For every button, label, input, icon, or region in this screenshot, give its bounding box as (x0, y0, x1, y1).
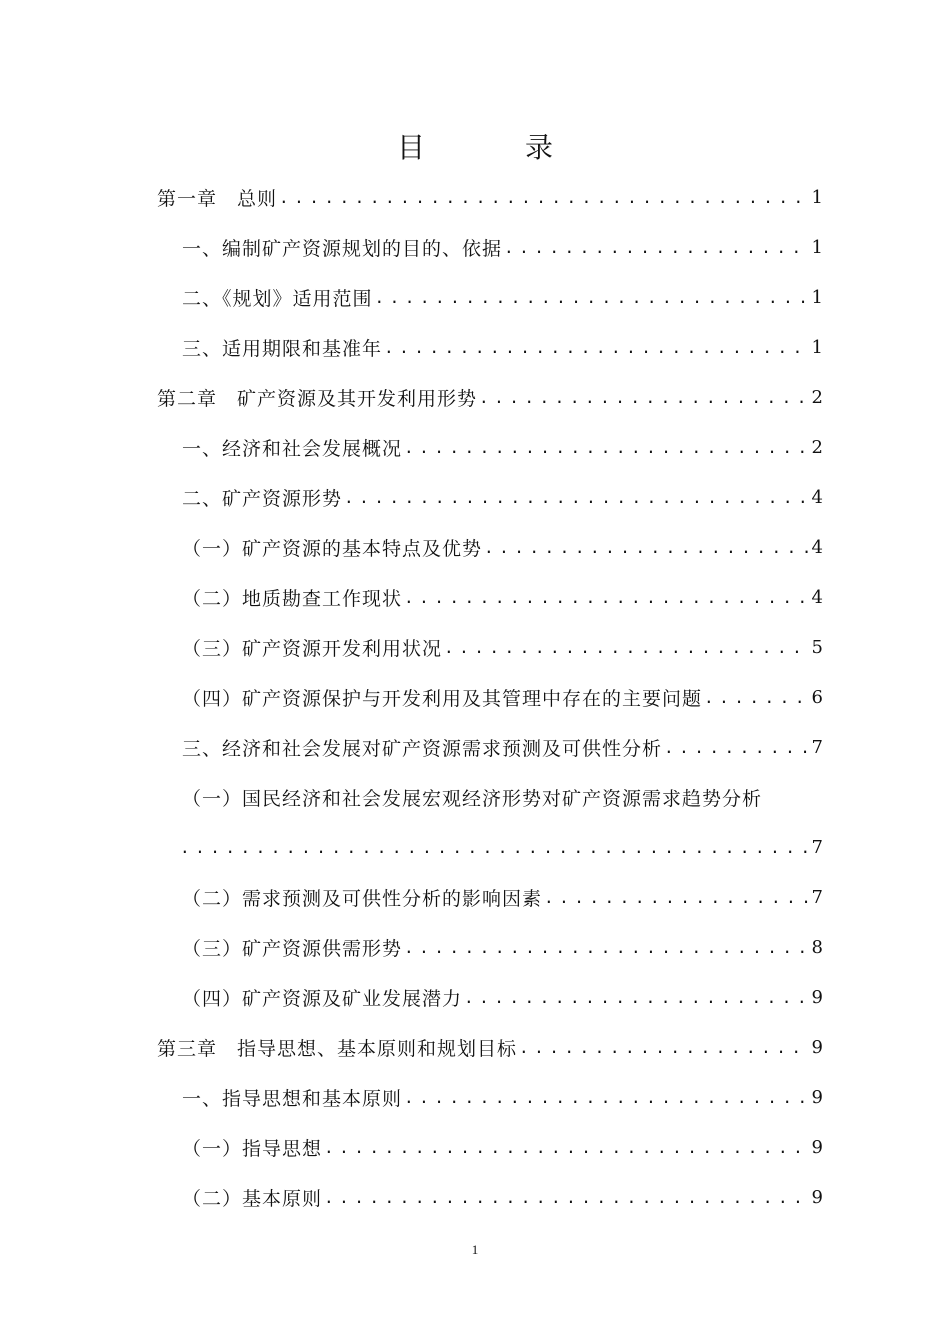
toc-entry-page: 9 (811, 1036, 823, 1058)
dot-leader (519, 1038, 810, 1057)
dot-leader (375, 288, 810, 307)
toc-title: 目 录 (396, 131, 589, 164)
dot-leader (384, 338, 810, 357)
dot-leader (404, 1088, 810, 1107)
toc-entry-page: 4 (811, 586, 823, 608)
toc-entry-subsection[interactable] (182, 922, 823, 972)
toc-entry-section[interactable] (182, 272, 823, 322)
toc-entry-label: 一、指导思想和基本原则 (182, 1087, 403, 1110)
toc-entry-chapter[interactable] (157, 172, 823, 222)
toc-entry-page: 1 (811, 286, 823, 308)
toc-entry-label: 三、适用期限和基准年 (182, 337, 383, 360)
toc-entry-label: （四）矿产资源保护与开发利用及其管理中存在的主要问题 (182, 687, 703, 710)
toc-entry-page: 4 (811, 486, 823, 508)
toc-entry-section[interactable] (182, 1072, 823, 1122)
toc-entry-chapter[interactable] (157, 1022, 823, 1072)
toc-entry-page: 9 (811, 1136, 823, 1158)
toc-entry-page: 6 (811, 686, 823, 708)
toc-entry-label: （一）指导思想 (182, 1137, 323, 1160)
page-number: 1 (471, 1242, 479, 1257)
toc-entry-page: 7 (811, 886, 823, 908)
toc-entry-page: 1 (811, 186, 823, 208)
dot-leader (279, 188, 810, 207)
toc-entry-label: 第三章 指导思想、基本原则和规划目标 (157, 1037, 518, 1060)
toc-entry-label: （二）基本原则 (182, 1187, 323, 1210)
toc-entry-page: 1 (811, 336, 823, 358)
dot-leader (464, 988, 810, 1007)
toc-entry-page: 2 (811, 436, 823, 458)
toc-entry-subsection[interactable] (182, 522, 823, 572)
dot-leader (479, 388, 810, 407)
dot-leader (664, 738, 810, 757)
toc-entry-subsection[interactable] (182, 1122, 823, 1172)
toc-entry-label: 第二章 矿产资源及其开发利用形势 (157, 387, 478, 410)
toc-entry-page: 2 (811, 386, 823, 408)
toc-entry-section[interactable] (182, 722, 823, 772)
toc-entry-label: （二）需求预测及可供性分析的影响因素 (182, 887, 543, 910)
dot-leader (404, 588, 810, 607)
toc-entry-page: 9 (811, 1086, 823, 1108)
toc-entry-page: 9 (811, 986, 823, 1008)
dot-leader (324, 1138, 810, 1157)
toc-entry-subsection[interactable] (182, 572, 823, 622)
toc-entry-page: 1 (811, 236, 823, 258)
toc-entry-chapter[interactable] (157, 372, 823, 422)
toc-entry-continuation[interactable] (180, 822, 823, 872)
toc-entry-label: （三）矿产资源开发利用状况 (182, 637, 443, 660)
toc-entry-page: 7 (811, 836, 823, 858)
toc-entry-section[interactable] (182, 422, 823, 472)
toc-entry-label: （一）国民经济和社会发展宏观经济形势对矿产资源需求趋势分析 (182, 787, 763, 810)
toc-entry-label: 二、矿产资源形势 (182, 487, 343, 510)
toc-entry-subsection[interactable] (182, 872, 823, 922)
dot-leader (404, 938, 810, 957)
toc-entry-label: 二、《规划》适用范围 (182, 287, 373, 310)
dot-leader (444, 638, 810, 657)
toc-entry-label: 三、经济和社会发展对矿产资源需求预测及可供性分析 (182, 737, 663, 760)
toc-entry-section[interactable] (182, 222, 823, 272)
dot-leader (404, 438, 810, 457)
dot-leader (344, 488, 810, 507)
toc-entry-label: （三）矿产资源供需形势 (182, 937, 403, 960)
toc-entry-section[interactable] (182, 322, 823, 372)
toc-entry-section[interactable] (182, 472, 823, 522)
toc-entry-label: （二）地质勘查工作现状 (182, 587, 403, 610)
toc-entry-page: 9 (811, 1186, 823, 1208)
toc-entry-page: 5 (811, 636, 823, 658)
toc-entry-label: 一、经济和社会发展概况 (182, 437, 403, 460)
dot-leader (504, 238, 810, 257)
toc-entry-label: 一、编制矿产资源规划的目的、依据 (182, 237, 503, 260)
toc-entry-label: 第一章 总则 (157, 187, 278, 210)
dot-leader (180, 838, 808, 857)
toc-entry-label: （四）矿产资源及矿业发展潜力 (182, 987, 463, 1010)
dot-leader (544, 888, 810, 907)
toc-entry-subsection[interactable] (182, 772, 842, 822)
toc-entry-page: 4 (811, 536, 823, 558)
dot-leader (484, 538, 810, 557)
toc-entry-label: （一）矿产资源的基本特点及优势 (182, 537, 483, 560)
toc-entry-page: 8 (811, 936, 823, 958)
toc-entry-subsection[interactable] (182, 622, 823, 672)
toc-entry-page: 7 (811, 736, 823, 758)
toc-entry-subsection[interactable] (182, 1172, 823, 1222)
dot-leader (704, 688, 810, 707)
toc-entry-subsection[interactable] (182, 672, 823, 722)
toc-entry-subsection[interactable] (182, 972, 823, 1022)
dot-leader (324, 1188, 810, 1207)
